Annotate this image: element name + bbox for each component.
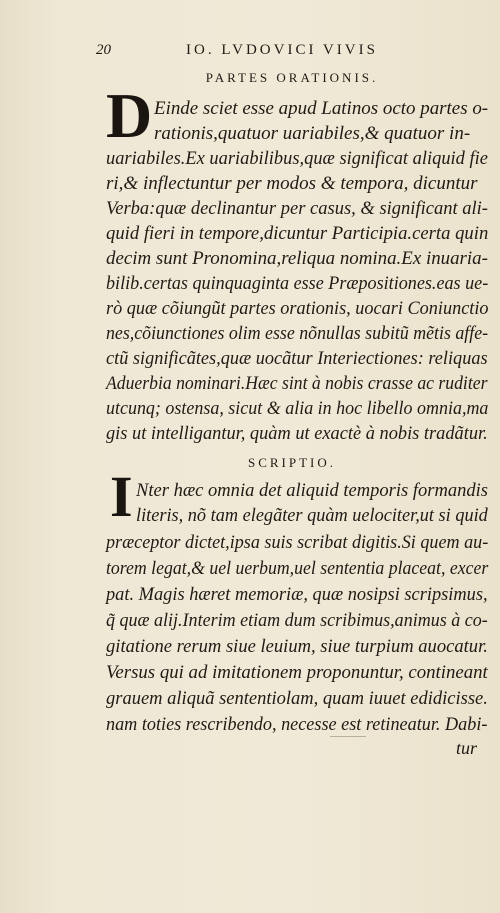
drop-cap-d: D (106, 80, 153, 151)
text-line: ri,& inflectuntur per modos & tempora, dicuntur (106, 173, 478, 194)
text-line: Verba:quæ declinantur per casus, & significant ali- (106, 198, 488, 219)
text-line: ctũ significãtes,quæ uocãtur Interiectiones: reliquas (106, 348, 488, 369)
running-title: IO. LVDOVICI VIVIS (186, 42, 378, 58)
drop-cap-i: I (110, 464, 133, 529)
page-number: 20 (96, 42, 111, 58)
text-line: rò quæ cõiungũt partes orationis, uocari Coniunctio (106, 298, 489, 319)
text-line: gitatione rerum siue leuium, siue turpium auocatur. (106, 636, 488, 657)
text-line: q̃ quæ alij.Interim etiam dum scribimus,animus à co- (106, 610, 488, 631)
text-line: literis, nõ tam elegãter quàm uelociter,ut si quid (136, 505, 488, 526)
text-line: uariabiles.Ex uariabilibus,quæ significat aliquid fie (106, 148, 488, 169)
text-line: torem legat,& uel uerbum,uel sententia placeat, excer (106, 558, 489, 579)
text-line: bilib.certas quinquaginta esse Præpositiones.eas ue- (106, 273, 489, 294)
text-line: pat. Magis hæret memoriæ, quæ nosipsi scripsimus, (106, 584, 488, 605)
text-line: quid fieri in tempore,dicuntur Participia.certa quin (106, 223, 489, 244)
text-line: Nter hæc omnia det aliquid temporis formandis (136, 480, 488, 501)
text-line: Einde sciet esse apud Latinos octo partes o- (154, 98, 489, 119)
text-line: nes,cõiunctiones olim esse nõnullas subitũ mẽtis affe- (106, 323, 489, 344)
text-line: Aduerbia nominari.Hæc sint à nobis crasse ac ruditer (106, 373, 488, 394)
text-line: præceptor dictet,ipsa suis scribat digitis.Si quem au- (106, 532, 489, 553)
text-line: gis ut intelligantur, quàm ut exactè à nobis tradãtur. (106, 423, 488, 444)
text-line: utcunq; ostensa, sicut & alia in hoc libello omnia,ma (106, 398, 489, 419)
text-line: Versus qui ad imitationem proponuntur, contineant (106, 662, 488, 683)
section-title-partes-orationis: PARTES ORATIONIS. (205, 70, 379, 85)
text-line: nam toties rescribendo, necesse est retineatur. Dabi- (106, 714, 488, 735)
section-title-scriptio: SCRIPTIO. (247, 455, 337, 470)
catchword: tur (456, 738, 478, 758)
text-line: decim sunt Pronomina,reliqua nomina.Ex inuaria- (106, 248, 488, 269)
text-line: grauem aliquã sententiolam, quam iuuet edidicisse. (106, 688, 488, 709)
faint-printer-mark (330, 736, 366, 737)
text-line: rationis,quatuor uariabiles,& quatuor in- (154, 123, 471, 144)
